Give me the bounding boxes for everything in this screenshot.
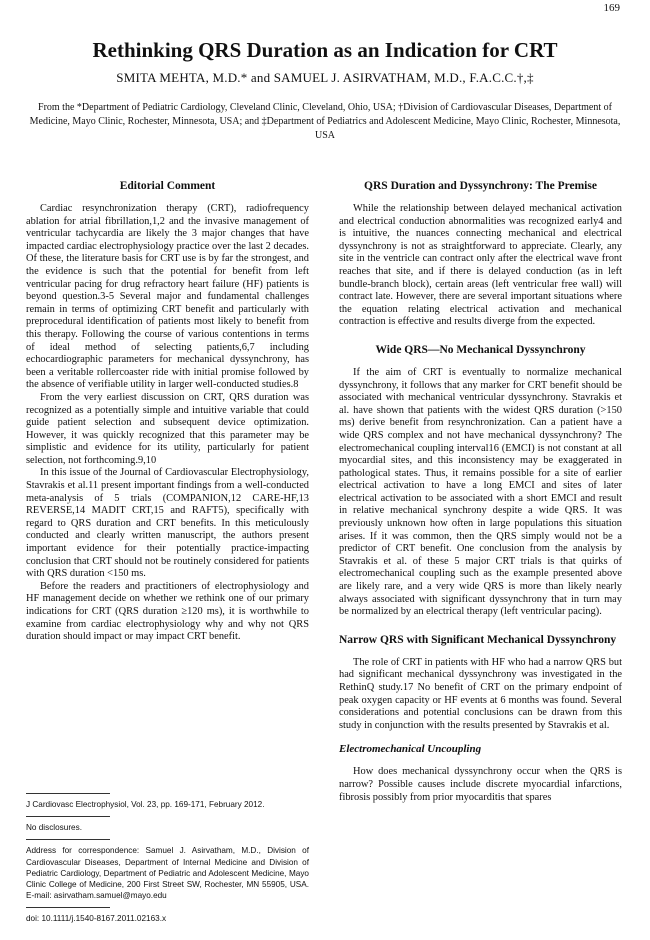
page-number: 169 <box>603 2 620 14</box>
disclosures: No disclosures. <box>26 823 82 833</box>
body-paragraph: Cardiac resynchronization therapy (CRT), radiofrequency ablation for atrial fibrillation,1,2 and the invasive management of ventricular tachycardia are likely the 3 major changes that have impacted cardiac electrophysiology practice over the last 2 decades. Of these, the literature basis for CRT use is by far the strongest, and the evidence is such that the potential for benefit from left ventricular pacing for drug refractory heart failure (HF) patients is beyond question.3-5 Several major and fundamental challenges remain in terms of optimizing CRT benefit and particularly with preprocedural identification of patients most likely to benefit from this therapy. Following the course of various contentions in terms of ideal method of selecting patients,6,7 including echocardiographic parameters for mechanical dyssynchrony, has been a veritable rollercoaster ride with initial promise followed by the absence of verifiable utility in larger well-conducted studies.8 <box>26 203 309 391</box>
subsection-heading-uncoupling: Electromechanical Uncoupling <box>339 743 482 756</box>
footnotes <box>26 793 309 931</box>
section-heading-editorial-comment: Editorial Comment <box>119 180 216 192</box>
body-paragraph: Before the readers and practitioners of electrophysiology and HF management decide on whether we rethink one of our primary indications for CRT (QRS duration ≥120 ms), it is worthwhile to examine from cardiac electrophysiology why and why not QRS duration should impact or may impact CRT benefit. <box>26 580 309 643</box>
body-paragraph: From the very earliest discussion on CRT, QRS duration was recognized as a potentially simple and intuitive variable that could guide patient selection and subsequent device optimization. However, it was quickly recognized that this parameter may be simplistic and evidence for its utility, particularly for patient selection, not forthcoming.9,10 <box>26 391 309 466</box>
body-paragraph: How does mechanical dyssynchrony occur when the QRS is narrow? Possible causes include discrete myocardial infarctions, fibrosis possibly from prior myocarditis that spares <box>339 766 622 803</box>
section-heading-premise: QRS Duration and Dyssynchrony: The Premise <box>364 180 597 192</box>
right-column <box>339 178 622 804</box>
doi: doi: 10.1111/j.1540-8167.2011.02163.x <box>26 914 167 924</box>
footnote-rule <box>26 907 110 908</box>
footnote-rule <box>26 816 110 817</box>
author-affiliations: From the *Department of Pediatric Cardiology, Cleveland Clinic, Cleveland, Ohio, USA; †Division of Cardiovascular Diseases, Department of Medicine, Mayo Clinic, Rochester, Minnesota, USA; and ‡Department of Pediatrics and Adolescent Medicine, Mayo Clinic, Rochester, Minnesota, USA <box>29 102 621 141</box>
article-title: Rethinking QRS Duration as an Indication for CRT <box>92 38 558 62</box>
footnote-rule <box>26 793 110 794</box>
journal-citation: J Cardiovasc Electrophysiol, Vol. 23, pp. 169-171, February 2012. <box>26 800 265 809</box>
article-authors: SMITA MEHTA, M.D.* and SAMUEL J. ASIRVATHAM, M.D., F.A.C.C.†,‡ <box>116 70 534 85</box>
body-paragraph: While the relationship between delayed mechanical activation and electrical conduction abnormalities was recognized early4 and is intuitive, the nuances connecting mechanical and electrical dyssynchrony is not as straightforward to appreciate. Clearly, any site in the ventricle can contract only after the electrical wave front reaches that site, and if there is delayed conduction (as in left bundle-branch block), certain areas (left ventricular free wall) will contract late. However, there are several important situations where the equation relating electrical activation and mechanical contraction is effective and results diverge from the expected. <box>339 203 622 328</box>
left-column <box>26 178 309 644</box>
body-paragraph: In this issue of the Journal of Cardiovascular Electrophysiology, Stavrakis et al.11 present important findings from a well-conducted meta-analysis of 5 trials (COMPANION,12 CARE-HF,13 REVERSE,14 MADIT CRT,15 and RAFT5), specifically with regard to QRS duration and CRT benefits. In this meticulously conducted and clearly written manuscript, the authors present important evidence for their potentially practice-impacting conclusion that CRT should not be routinely considered for patients with QRS duration <150 ms. <box>26 467 309 580</box>
correspondence-address: Address for correspondence: Samuel J. Asirvatham, M.D., Division of Cardiovascular Diseases, Department of Internal Medicine and Division of Pediatric Cardiology, Department of Pediatric and Adolescent Medicine, Mayo Clinic College of Medicine, 200 First Street SW, Rochester, MN 55905, USA. E-mail: asirvatham.samuel@mayo.edu <box>26 846 309 901</box>
footnote-rule <box>26 839 110 840</box>
section-heading-narrow-qrs: Narrow QRS with Significant Mechanical Dyssynchrony <box>339 633 617 646</box>
section-heading-wide-qrs: Wide QRS—No Mechanical Dyssynchrony <box>375 343 586 356</box>
body-paragraph: If the aim of CRT is eventually to normalize mechanical dyssynchrony, it follows that any marker for CRT benefit should be associated with mechanical ventricular dyssynchrony. Stavrakis et al. have shown that patients with the widest QRS duration (>150 ms) derive benefit from resynchronization. Can a patient have a wide QRS complex and not have mechanical dyssynchrony? The electromechanical coupling interval16 (EMCI) is not constant at all myocardial sites, and this inconsistency may be exaggerated in pathological states. Thus, it remains possible for a site of earlier electrical activation to have a long EMCI and sites of later electrical activation to be associated with a short EMCI and result in relative mechanical synchrony despite a wide QRS. It was previously unknown how often in large populations this situation arises. If it was common, then the QRS simply would not be a predictor of CRT benefit. One conclusion from the analysis by Stavrakis et al. of these 5 major CRT trials is that quirks of electromechanical coupling such as the example presented above are likely rare, and a very wide QRS is more than likely nearly always associated with significant dyssynchrony that in turn may be normalized by an electrical therapy (left ventricular pacing). <box>339 366 622 618</box>
body-paragraph: The role of CRT in patients with HF who had a narrow QRS but had significant mechanical dyssynchrony was investigated in the RethinQ study.17 No benefit of CRT on the primary endpoint of peak oxygen capacity or HF events at 6 months was found. Several considerations and potential conclusions can be drawn from this study in conjunction with the results presented by Stavrakis et al. <box>339 656 622 731</box>
